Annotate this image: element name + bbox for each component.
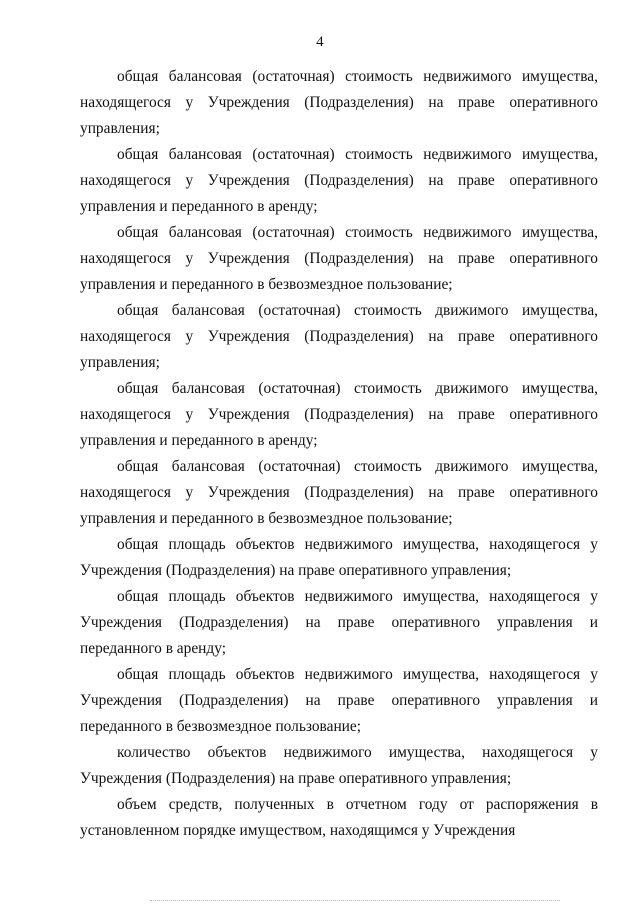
paragraph-5: общая балансовая (остаточная) стоимость движимого имущества, находящегося у Учреждения (Подразделения) на праве оперативного управления и переданного в аренду; [80,380,598,449]
paragraph-9: общая площадь объектов недвижимого имущества, находящегося у Учреждения (Подразделения) на праве оперативного управления и переданного в безвозмездное пользование; [80,666,598,735]
document-body [80,64,598,844]
paragraph-3: общая балансовая (остаточная) стоимость недвижимого имущества, находящегося у Учреждения (Подразделения) на праве оперативного управления и переданного в безвозмездное пользование; [80,224,598,293]
scan-edge-line [150,900,560,902]
page-number: 4 [316,34,324,50]
paragraph-8: общая площадь объектов недвижимого имущества, находящегося у Учреждения (Подразделения) на праве оперативного управления и переданного в аренду; [80,588,598,657]
paragraph-11: объем средств, полученных в отчетном году от распоряжения в установленном порядке имуществом, находящимся у Учреждения [80,796,598,839]
paragraph-6: общая балансовая (остаточная) стоимость движимого имущества, находящегося у Учреждения (Подразделения) на праве оперативного управления и переданного в безвозмездное пользование; [80,458,598,527]
paragraph-4: общая балансовая (остаточная) стоимость движимого имущества, находящегося у Учреждения (Подразделения) на праве оперативного управления; [80,302,598,371]
paragraph-2: общая балансовая (остаточная) стоимость недвижимого имущества, находящегося у Учреждения (Подразделения) на праве оперативного управления и переданного в аренду; [80,146,598,215]
paragraph-7: общая площадь объектов недвижимого имущества, находящегося у Учреждения (Подразделения) на праве оперативного управления; [80,536,598,579]
paragraph-10: количество объектов недвижимого имущества, находящегося у Учреждения (Подразделения) на праве оперативного управления; [80,744,598,787]
paragraph-1: общая балансовая (остаточная) стоимость недвижимого имущества, находящегося у Учреждения (Подразделения) на праве оперативного управления; [80,68,598,137]
